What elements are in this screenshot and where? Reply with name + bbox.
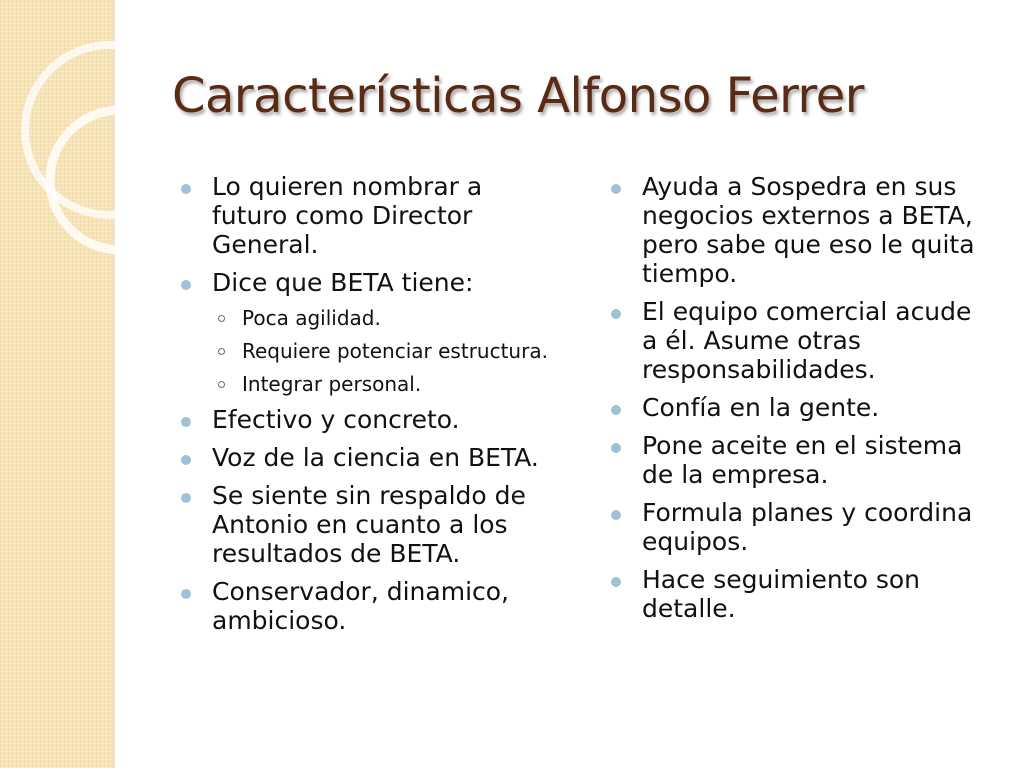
bullet-item: Voz de la ciencia en BETA. [180, 443, 550, 472]
sub-bullet-item: Integrar personal. [180, 372, 550, 396]
sub-bullet-item: Poca agilidad. [180, 306, 550, 330]
bullet-item: El equipo comercial acude a él. Asume otras responsabilidades. [610, 297, 980, 384]
bullet-item: Conservador, dinamico, ambicioso. [180, 577, 550, 635]
bullet-item: Ayuda a Sospedra en sus negocios externos a BETA, pero sabe que eso le quita tiempo. [610, 172, 980, 288]
left-bullet-column [180, 172, 550, 644]
bullet-item: Dice que BETA tiene: [180, 268, 550, 297]
bullet-item: Efectivo y concreto. [180, 405, 550, 434]
lower-circle-ring [50, 110, 190, 250]
sub-bullet-item: Requiere potenciar estructura. [180, 339, 550, 363]
bullet-item: Se siente sin respaldo de Antonio en cuanto a los resultados de BETA. [180, 481, 550, 568]
bullet-item: Lo quieren nombrar a futuro como Director General. [180, 172, 550, 259]
bullet-item: Pone aceite en el sistema de la empresa. [610, 431, 980, 489]
bullet-item: Confía en la gente. [610, 393, 980, 422]
bullet-item: Hace seguimiento son detalle. [610, 565, 980, 623]
right-bullet-column [610, 172, 980, 632]
slide-title: Características Alfonso Ferrer [172, 68, 864, 124]
bullet-item: Formula planes y coordina equipos. [610, 498, 980, 556]
